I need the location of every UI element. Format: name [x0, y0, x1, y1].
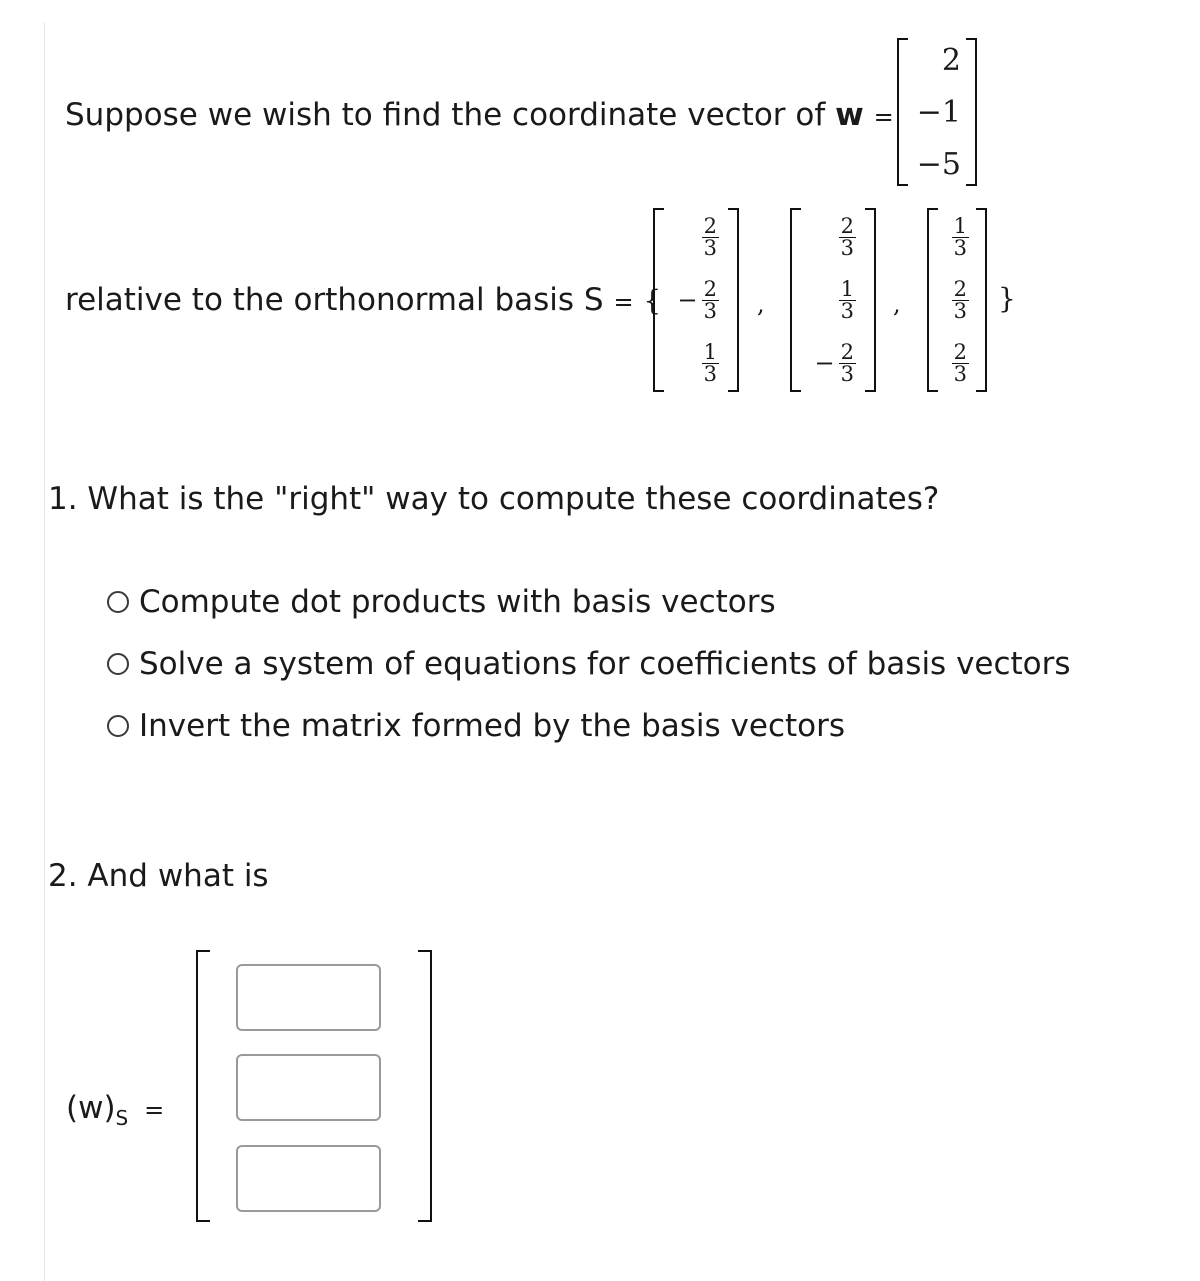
intro-text: Suppose we wish to find the coordinate vector of w = [65, 97, 894, 133]
answer-input-1[interactable] [236, 964, 381, 1031]
answer-input-2[interactable] [236, 1054, 381, 1121]
page-left-edge [44, 22, 45, 1281]
basis-text: relative to the orthonormal basis S = { [65, 282, 662, 318]
basis-1-entry-3: $\frac{1}{3}$ [703, 339, 717, 386]
basis-comma-1: , [757, 290, 765, 318]
basis-2-entry-3: − $\frac{2}{3}$ [814, 339, 854, 386]
radio-circle-icon[interactable] [107, 591, 129, 613]
option-dot-products[interactable]: Compute dot products with basis vectors [107, 584, 776, 620]
close-brace: } [998, 282, 1016, 315]
answer-input-3[interactable] [236, 1145, 381, 1212]
equals-sign: = [613, 288, 634, 316]
equals-sign: = [144, 1096, 165, 1124]
w-entry-2: −1 [916, 94, 961, 130]
radio-circle-icon[interactable] [107, 653, 129, 675]
option-invert-matrix[interactable]: Invert the matrix formed by the basis vectors [107, 708, 845, 744]
basis-vector-2 [790, 208, 876, 392]
w-entry-3: −5 [916, 146, 961, 182]
basis-comma-2: , [893, 290, 901, 318]
basis-3-entry-2: $\frac{2}{3}$ [953, 276, 967, 323]
option-solve-system[interactable]: Solve a system of equations for coefficients of basis vectors [107, 646, 1071, 682]
equals-sign: = [873, 103, 894, 131]
w-symbol: w [835, 97, 864, 133]
radio-circle-icon[interactable] [107, 715, 129, 737]
question-1-text: 1. What is the "right" way to compute these coordinates? [48, 481, 940, 517]
open-brace: { [643, 284, 662, 317]
basis-2-entry-1: $\frac{2}{3}$ [840, 213, 854, 260]
basis-vector-1 [653, 208, 739, 392]
basis-vector-3 [927, 208, 987, 392]
ws-label: $(w)_S$ = [66, 1090, 165, 1131]
basis-3-entry-1: $\frac{1}{3}$ [953, 213, 967, 260]
basis-2-entry-2: $\frac{1}{3}$ [840, 276, 854, 323]
question-2-text: 2. And what is [48, 858, 269, 894]
basis-1-entry-2: − $\frac{2}{3}$ [677, 276, 717, 323]
basis-1-entry-1: $\frac{2}{3}$ [703, 213, 717, 260]
w-entry-1: 2 [941, 42, 961, 78]
w-vector [897, 38, 977, 186]
basis-3-entry-3: $\frac{2}{3}$ [953, 339, 967, 386]
